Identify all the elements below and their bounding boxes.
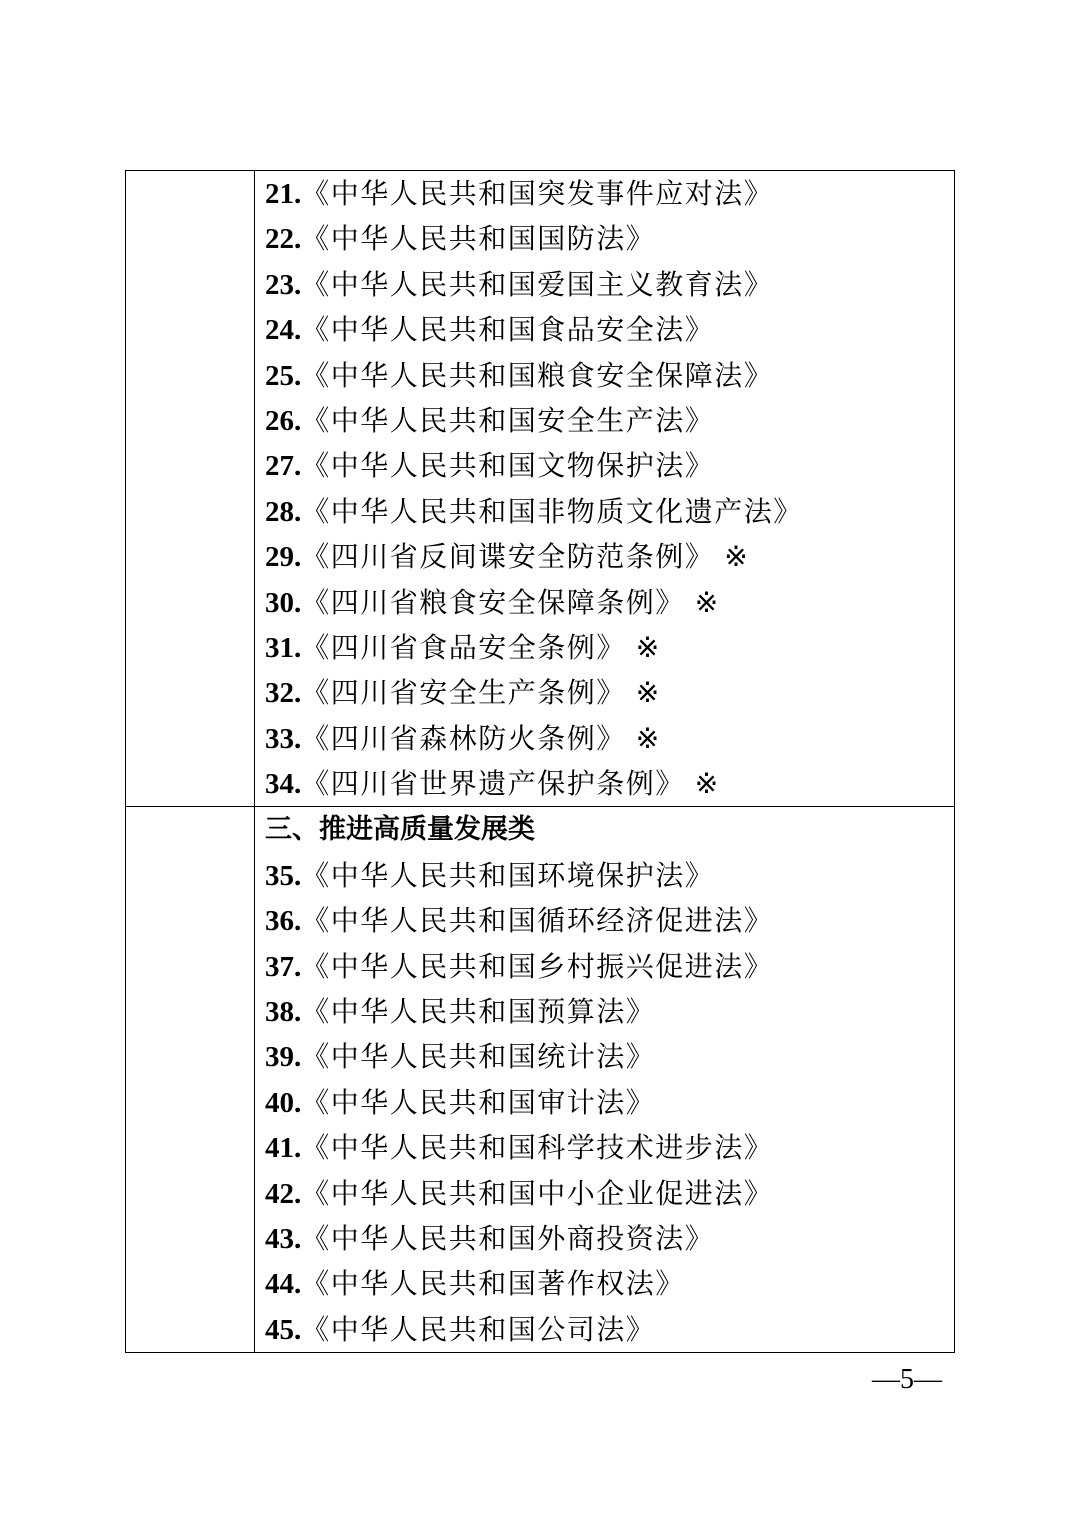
law-list-item — [265, 216, 954, 261]
law-title: 《中华人民共和国突发事件应对法》 — [301, 177, 774, 210]
law-list-item — [265, 761, 954, 806]
reference-mark: ※ — [635, 676, 661, 710]
item-number: 28. — [265, 495, 302, 528]
law-list-item — [265, 262, 954, 307]
law-list-item — [265, 1034, 954, 1079]
law-list-item — [265, 398, 954, 443]
law-title: 《中华人民共和国科学技术进步法》 — [301, 1131, 774, 1165]
reference-mark: ※ — [694, 585, 720, 619]
law-list-item — [265, 1216, 954, 1261]
table-row — [126, 807, 955, 1353]
item-number: 39. — [265, 1041, 302, 1074]
item-number: 44. — [265, 1268, 302, 1301]
law-list-group-1 — [265, 171, 954, 806]
law-title: 《中华人民共和国著作权法》 — [301, 1267, 685, 1301]
law-title: 《中华人民共和国预算法》 — [301, 995, 656, 1029]
category-cell — [126, 807, 255, 1353]
item-number: 35. — [265, 859, 302, 892]
item-number: 21. — [265, 178, 302, 210]
law-list-cell — [255, 171, 955, 807]
item-number: 34. — [265, 768, 302, 801]
law-list-item — [265, 1307, 954, 1352]
item-number: 45. — [265, 1313, 302, 1346]
item-number: 22. — [265, 223, 302, 256]
law-list-item — [265, 670, 954, 715]
item-number: 30. — [265, 586, 302, 619]
law-list-item — [265, 853, 954, 898]
law-title: 《中华人民共和国外商投资法》 — [301, 1221, 715, 1255]
section-heading: 三、推进高质量发展类 — [265, 814, 535, 846]
law-list-item — [265, 307, 954, 352]
law-list-item — [265, 944, 954, 989]
item-number: 43. — [265, 1222, 302, 1255]
law-list-item — [265, 898, 954, 943]
item-number: 32. — [265, 677, 302, 710]
item-number: 42. — [265, 1177, 302, 1210]
law-title: 《四川省反间谍安全防范条例》 — [301, 540, 715, 574]
reference-mark: ※ — [694, 767, 720, 801]
law-title: 《中华人民共和国审计法》 — [301, 1085, 656, 1119]
reference-mark: ※ — [635, 721, 661, 755]
law-list-item — [265, 625, 954, 670]
law-title: 《中华人民共和国循环经济促进法》 — [301, 904, 774, 938]
law-list-item — [265, 1171, 954, 1216]
law-list-table — [125, 170, 955, 1353]
law-list-item — [265, 580, 954, 625]
law-title: 《四川省食品安全条例》 — [301, 630, 626, 664]
item-number: 40. — [265, 1086, 302, 1119]
law-title: 《四川省安全生产条例》 — [301, 676, 626, 710]
item-number: 33. — [265, 722, 302, 755]
law-title: 《四川省森林防火条例》 — [301, 721, 626, 755]
item-number: 24. — [265, 314, 302, 347]
law-list-group-2 — [265, 853, 954, 1352]
law-list-item — [265, 353, 954, 398]
law-title: 《中华人民共和国爱国主义教育法》 — [301, 267, 774, 301]
law-title: 《四川省粮食安全保障条例》 — [301, 585, 685, 619]
law-title: 《中华人民共和国国防法》 — [301, 222, 656, 256]
item-number: 23. — [265, 268, 302, 301]
reference-mark: ※ — [635, 630, 661, 664]
item-number: 31. — [265, 631, 302, 664]
law-list-item — [265, 1080, 954, 1125]
law-list-item — [265, 534, 954, 579]
law-list-item — [265, 171, 954, 216]
item-number: 25. — [265, 359, 302, 392]
law-title: 《中华人民共和国安全生产法》 — [301, 403, 715, 437]
item-number: 29. — [265, 541, 302, 574]
law-list-item — [265, 443, 954, 488]
law-title: 《四川省世界遗产保护条例》 — [301, 767, 685, 801]
law-title: 《中华人民共和国食品安全法》 — [301, 313, 715, 347]
law-list-item — [265, 1261, 954, 1306]
item-number: 36. — [265, 905, 302, 938]
table-row — [126, 171, 955, 807]
law-list-cell — [255, 807, 955, 1353]
category-cell — [126, 171, 255, 807]
law-list-item — [265, 989, 954, 1034]
law-list-item — [265, 716, 954, 761]
law-title: 《中华人民共和国文物保护法》 — [301, 449, 715, 483]
law-title: 《中华人民共和国统计法》 — [301, 1040, 656, 1074]
law-title: 《中华人民共和国公司法》 — [301, 1312, 656, 1346]
item-number: 27. — [265, 450, 302, 483]
item-number: 26. — [265, 404, 302, 437]
law-title: 《中华人民共和国粮食安全保障法》 — [301, 358, 774, 392]
law-title: 《中华人民共和国乡村振兴促进法》 — [301, 949, 774, 983]
page-number: —5— — [872, 1364, 942, 1395]
item-number: 37. — [265, 950, 302, 983]
item-number: 41. — [265, 1132, 302, 1165]
law-title: 《中华人民共和国环境保护法》 — [301, 858, 715, 892]
law-list-item — [265, 489, 954, 534]
law-title: 《中华人民共和国非物质文化遗产法》 — [301, 494, 803, 528]
law-list-item — [265, 1125, 954, 1170]
item-number: 38. — [265, 996, 302, 1029]
reference-mark: ※ — [724, 540, 750, 574]
law-title: 《中华人民共和国中小企业促进法》 — [301, 1176, 774, 1210]
